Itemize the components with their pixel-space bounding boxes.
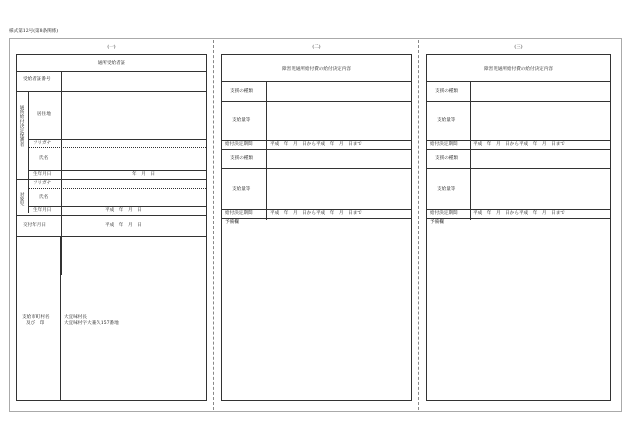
panel3-support-type: 支援の種類	[435, 89, 458, 94]
panel2-support-amount-2: 支給量等	[232, 187, 251, 192]
target-furigana-label: フリガナ	[33, 181, 52, 186]
divider	[28, 170, 206, 171]
divider	[17, 179, 206, 180]
divider	[17, 91, 206, 92]
divider	[427, 209, 610, 210]
cert-number-label: 受給者証番号	[23, 77, 51, 82]
divider	[28, 147, 206, 148]
panel1-title: 通所受給者証	[97, 61, 126, 66]
panel3-support-amount-2: 支給量等	[437, 187, 456, 192]
divider	[28, 91, 29, 193]
birth-value: 年 月 日	[132, 172, 155, 177]
panel3-number: (三)	[514, 45, 523, 50]
divider	[222, 101, 411, 102]
municipality-label-1: 支給市町村名	[22, 315, 50, 320]
divider	[427, 140, 610, 141]
panel3-decision-period: 給付決定期間	[430, 142, 458, 147]
form-caption: 様式第12号(第8条関係)	[9, 29, 59, 34]
panel2-period-value: 平成 年 月 日から平成 年 月 日まで	[270, 142, 362, 147]
divider	[61, 71, 62, 91]
panel2-support-type-2: 支援の種類	[230, 156, 253, 161]
divider	[17, 71, 206, 72]
divider	[222, 149, 411, 150]
divider	[427, 168, 610, 169]
municipality-label-2: 及び 印	[26, 321, 45, 326]
divider	[222, 140, 411, 141]
panel2-support-type: 支援の種類	[230, 89, 253, 94]
divider	[17, 215, 206, 216]
divider	[61, 91, 62, 275]
panel2-period-value-2: 平成 年 月 日から平成 年 月 日まで	[270, 211, 362, 216]
divider	[222, 81, 411, 82]
fold-line-2	[418, 40, 419, 410]
panel3-notes: 予備欄	[430, 220, 444, 225]
furigana-label: フリガナ	[33, 141, 52, 146]
panel3-period-value: 平成 年 月 日から平成 年 月 日まで	[473, 142, 565, 147]
issue-date-label: 交付年月日	[23, 223, 46, 228]
divider	[17, 236, 206, 237]
panel3-support-type-2: 支援の種類	[435, 156, 458, 161]
panel2-title: 障害児通所給付費の給付決定内容	[282, 67, 351, 72]
panel3-card	[426, 54, 611, 401]
panel2-decision-period-2: 給付決定期間	[225, 211, 253, 216]
panel1-card	[16, 54, 207, 401]
panel2-number: (二)	[312, 45, 321, 50]
name-label: 氏名	[39, 156, 49, 161]
divider	[427, 149, 610, 150]
fold-line-1	[213, 40, 214, 410]
divider	[427, 81, 610, 82]
divider	[28, 179, 29, 213]
divider	[28, 188, 206, 189]
birth-label: 生年月日	[33, 172, 52, 177]
divider	[222, 209, 411, 210]
divider	[427, 218, 610, 219]
divider	[427, 101, 610, 102]
target-birth-label: 生年月日	[33, 208, 52, 213]
panel2-decision-period: 給付決定期間	[225, 142, 253, 147]
municipality-value-2: 大宜味村字大兼久157番地	[64, 321, 119, 326]
panel1-number: (一)	[107, 45, 116, 50]
divider	[222, 218, 411, 219]
issue-date-value: 平成 年 月 日	[105, 223, 142, 228]
municipality-value-1: 大宜味村長	[64, 315, 87, 320]
panel2-notes: 予備欄	[225, 220, 239, 225]
divider	[60, 236, 61, 401]
target-name-label: 氏名	[39, 195, 49, 200]
panel3-title: 障害児通所給付費の給付決定内容	[484, 67, 553, 72]
panel3-support-amount: 支給量等	[437, 118, 456, 123]
applicant-side-label: 通所給付決定保護者	[19, 105, 24, 147]
divider	[222, 168, 411, 169]
panel3-period-value-2: 平成 年 月 日から平成 年 月 日まで	[473, 211, 565, 216]
target-birth-value: 平成 年 月 日	[105, 208, 142, 213]
panel3-decision-period-2: 給付決定期間	[430, 211, 458, 216]
address-label: 居住地	[37, 112, 51, 117]
divider	[28, 139, 206, 140]
divider	[28, 206, 206, 207]
panel2-support-amount: 支給量等	[232, 118, 251, 123]
panel2-card	[221, 54, 412, 401]
target-side-label: 対象児	[19, 192, 24, 206]
